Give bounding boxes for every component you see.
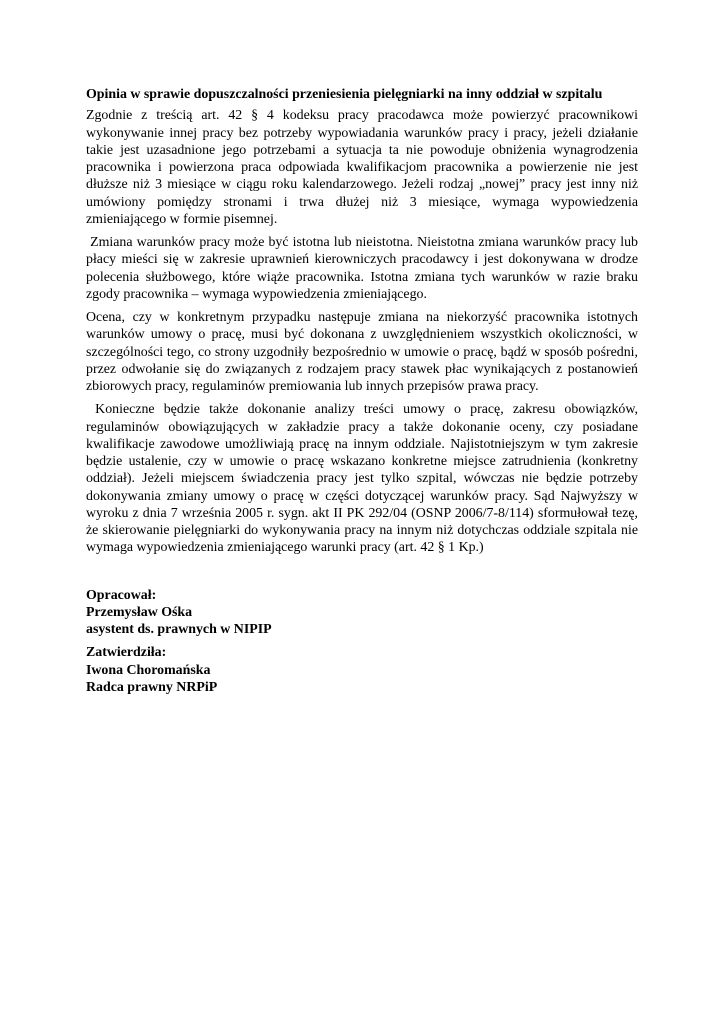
document-title: Opinia w sprawie dopuszczalności przeniesienia pielęgniarki na inny oddział w szpitalu [86, 87, 603, 102]
approved-by-block [86, 644, 638, 696]
document-page [86, 86, 642, 702]
approved-by-position: Radca prawny NRPiP [86, 679, 218, 695]
paragraph-3: Ocena, czy w konkretnym przypadku następuje zmiana na niekorzyść pracownika istotnych warunków umowy o pracę, musi być dokonana z uwzględnieniem wszystkich okoliczności, w szczególności tego, co strony uzgodniły bezpośrednio w umowie o pracę, bądź w sposób pośredni, przez odwołanie się do związanych z rodzajem pracy stawek płac wynikających z postanowień zbiorowych pracy, regulaminów premiowania lub innych przepisów prawa pracy. [86, 310, 638, 394]
prepared-by-label: Opracował: [86, 587, 157, 603]
prepared-by-position: asystent ds. prawnych w NIPIP [86, 622, 272, 637]
approved-by-label: Zatwierdziła: [86, 645, 167, 661]
paragraph-1: Zgodnie z treścią art. 42 § 4 kodeksu pracy pracodawca może powierzyć pracownikowi wykonywanie innej pracy bez potrzeby wypowiadania warunków pracy i pracy, jeżeli działanie takie jest uzasadnione jego potrzebami a sytuacja ta nie powoduje obniżenia wynagrodzenia pracownika i powierzona praca odpowiada kwalifikacjom pracownika a powierzenie nie jest dłuższe niż 3 miesiące w ciągu roku kalendarzowego. Jeżeli rodzaj „nowej” pracy jest inny niż umówiony pomiędzy stronami i trwa dłużej niż 3 miesiące, wymaga wypowiedzenia zmieniającego w formie pisemnej. [86, 108, 638, 227]
signatures [86, 587, 638, 697]
approved-by-name: Iwona Choromańska [86, 662, 211, 678]
paragraph-2: Zmiana warunków pracy może być istotna lub nieistotna. Nieistotna zmiana warunków pracy lub płacy mieści się w zakresie uprawnień kierowniczych pracodawcy i jest dokonywana w drodze polecenia służbowego, które wiąże pracownika. Istotna zmiana tych warunków w razie braku zgody pracownika – wymaga wypowiedzenia zmieniającego. [86, 235, 642, 302]
paragraph-4: Konieczne będzie także dokonanie analizy treści umowy o pracę, zakresu obowiązków, regulaminów obowiązujących w zakładzie pracy a także dokonanie oceny, czy posiadane kwalifikacje zawodowe umożliwiają pracę na innym oddziale. Najistotniejszym w tym zakresie będzie ustalenie, czy w umowie o pracę wskazano konkretne miejsce zatrudnienia (konkretny oddział). Jeżeli miejscem świadczenia pracy jest tylko szpital, wówczas nie będzie potrzeby dokonywania zmiany umowy o pracę w części dotyczącej warunków pracy. Sąd Najwyższy w wyroku z dnia 7 września 2005 r. sygn. akt II PK 292/04 (OSNP 2006/7-8/114) sformułował tezę, że skierowanie pielęgniarki do wykonywania pracy na innym niż dotychczas oddziale szpitala nie wymaga wypowiedzenia zmieniającego warunki pracy (art. 42 § 1 Kp.) [86, 402, 642, 556]
prepared-by-name: Przemysław Ośka [86, 604, 193, 620]
prepared-by-block [86, 587, 638, 639]
